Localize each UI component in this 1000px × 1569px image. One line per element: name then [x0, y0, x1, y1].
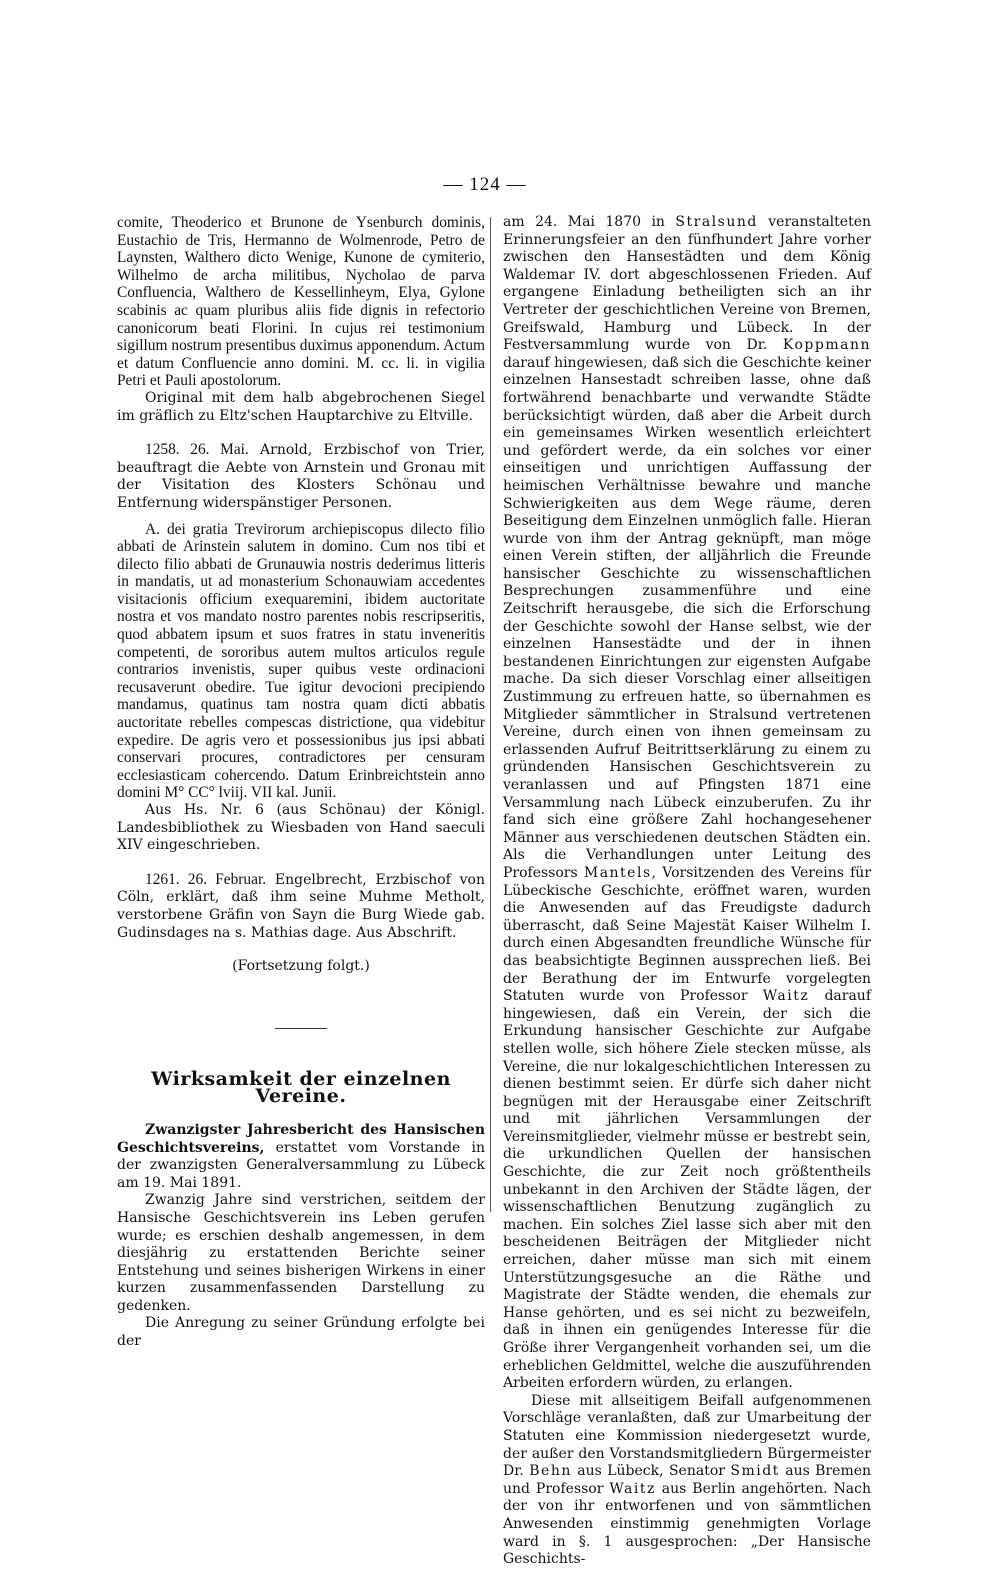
report-heading [117, 1122, 485, 1192]
entry-source-note: Aus Hs. Nr. 6 (aus Schönau) der Königl. Landesbibliothek zu Wiesbaden von Hand saeculi XIV eingeschrieben. [117, 802, 485, 854]
text-run: , Vorsitzenden des Vereins für Lübeckische Geschichte, eröffnet waren, wurden die Anwesenden auf das Freudigste dadurch überrascht, daß Seine Majestät Kaiser Wilhelm I. durch einen Abgesandten freundliche Wünsche für das beabsichtigte Beginnen aussprechen ließ. Bei der Berathung der im Entwurfe vorgelegten Statuten wurde von Professor [503, 864, 872, 1005]
body-paragraph [503, 214, 871, 1393]
entry-1261 [117, 871, 485, 942]
text-run: darauf hingewiesen, daß sich die Geschichte keiner einzelnen Hansestadt schreiben lasse, ohne daß fortwährend benachbarte und verwandte Städte berücksichtigt würden, daß aber die Arbeit durch ein gemeinsames Wirken wesentlich erleichtert und gefördert werde, da ein solches vor einer einseitigen und unrichtigen Auffassung der heimischen Verhältnisse bewahre und manche Schwierigkeiten aus dem Wege räume, deren Beseitigung dem Einzelnen unmöglich falle. Hieran wurde von ihm der Antrag geknüpft, man möge einen Verein stiften, der alljährlich die Freunde hansischer Geschichte zu wissenschaftlichen Besprechungen zusammenführe und eine Zeitschrift herausgebe, die sich die Erforschung der Geschichte sowohl der Hanse selbst, wie der einzelnen Hansestädte und der in ihnen bestandenen Einrichtungen zur eigensten Aufgabe mache. Da sich dieser Vorschlag einer allseitigen Zustimmung zu erfreuen hatte, so übernahmen es Mitglieder sämmtlicher in Stralsund vertretenen Vereine, durch einen von ihnen gemeinsam zu erlassenden Aufruf Beitrittserklärung zu einem zu gründenden Hansischen Geschichtsverein zu veranlassen und auf Pfingsten 1871 eine Versammlung nach Lübeck einzuberufen. Zu ihr fand sich eine größere Zahl hochangesehener Männer aus verschiedenen deutschen Städten ein. Als die Verhandlungen unter Leitung des Professors [503, 354, 871, 881]
person-name: Behn [529, 1463, 572, 1480]
left-column [117, 214, 485, 1351]
section-title: Wirksamkeit der einzelnen Vereine. [151, 1067, 451, 1108]
text-run: darauf hingewiesen, daß ein Verein, der sich die Erkundung hansischer Geschichte zur Aufgabe stellen wolle, sich höhere Ziele stecken müsse, als Vereine, die nur lokalgeschichtlichen Interessen zu dienen bestimmt seien. Er dürfe sich daher nicht begnügen mit der Herausgabe einer Zeitschrift und mit jährlichen Versammlungen der Vereinsmitglieder, vielmehr müsse er bestrebt sein, die urkundlichen Quellen der hansischen Geschichte, die zur Zeit noch größtentheils unbekannt in den Archiven der Städte lägen, der wissenschaftlichen Benutzung zugänglich zu machen. Ein solches Ziel lasse sich aber mit den bescheidenen Beiträgen der Mitglieder nicht erreichen, daher müsse man sich mit einem Unterstützungsgesuche an die Räthe und Magistrate der Städte wenden, die ehemals zur Hanse gehörten, und es sei nicht zu bezweifeln, daß in ihnen ein genügendes Interesse für die Größe ihrer Vergangenheit vorhanden sei, um die erheblichen Geldmittel, welche die auszuführenden Arbeiten erfordern würden, zu erlangen. [503, 988, 871, 1392]
text-run: aus Lübeck, Senator [571, 1463, 731, 1480]
text-run: aus Bremen und Professor [503, 1463, 872, 1497]
latin-charter-text: comite, Theoderico et Brunone de Ysenburch dominis, Eustachio de Tris, Hermanno de Wolmenrode, Petro de Laynsten, Walthero dicto Wenige, Kunone de cymiterio, Wilhelmo de archa militibus, Nycholao de parva Confluencia, Walthero de Kessellinheym, Elya, Gylone scabinis ac quam pluribus aliis fide dignis in refectorio canonicorum beati Florini. In cujus rei testimonium sigillum nostrum presentibus duximus apponendum. Actum et datum Confluencie anno domini. M. cc. li. in vigilia Petri et Pauli apostolorum. [117, 214, 485, 390]
person-name: Waitz [609, 1480, 656, 1497]
text-run: am 24. Mai 1870 in [503, 214, 676, 230]
body-paragraph [503, 1393, 871, 1569]
section-divider [275, 1028, 327, 1029]
report-title: Zwanzigster Jahresbericht des Hansischen Geschichtsvereins, [117, 1121, 485, 1156]
report-paragraph: Die Anregung zu seiner Gründung erfolgte bei der [117, 1315, 485, 1350]
person-name: Smidt [730, 1463, 780, 1480]
page-number: — 124 — [443, 174, 527, 195]
person-name: Waitz [762, 988, 810, 1005]
person-name: Koppmann [782, 337, 871, 354]
source-note: Original mit dem halb abgebrochenen Siegel im gräflich zu Eltz'schen Hauptarchive zu Eltville. [117, 389, 485, 424]
text-run: aus Berlin angehörten. Nach der von ihr entworfenen und von sämmtlichen Anwesenden einstimmig genehmigten Vorlage ward in §. 1 ausgesprochen: „Der Hansische Geschichts- [503, 1480, 871, 1568]
column-divider [490, 217, 491, 1212]
entry-1258 [117, 441, 485, 512]
entry-summary: Arnold, Erzbischof von Trier, beauftragt die Aebte von Arnstein und Gronau mit der Visitation des Klosters Schönau und Entfernung widerspänstiger Personen. [117, 442, 486, 511]
entry-summary: Engelbrecht, Erzbischof von Cöln, erklärt, daß ihm seine Muhme Metholt, verstorbene Gräfin von Sayn die Burg Wiede gab. Gudinsdages na s. Mathias dage. Aus Abschrift. [117, 871, 485, 941]
continuation-note: (Fortsetzung folgt.) [232, 958, 370, 975]
report-paragraph: Zwanzig Jahre sind verstrichen, seitdem der Hansische Geschichtsverein ins Leben gerufen wurde; es erschien deshalb angemessen, in dem diesjährig zu erstattenden Berichte seiner Entstehung und seines bisherigen Wirkens in einer kurzen zusammenfassenden Darstellung zu gedenken. [117, 1192, 485, 1314]
report-subtitle: erstattet vom Vorstande in der zwanzigsten Generalversammlung zu Lübeck am 19. Mai 1891. [117, 1139, 486, 1191]
text-run: veranstalteten Erinnerungsfeier an den fünfhundert Jahre vorher zwischen den Hansestädten und dem König Waldemar IV. dort abgeschlossenen Frieden. Auf ergangene Einladung betheiligten sich an ihr Vertreter der geschichtlichen Vereine von Bremen, Greifswald, Hamburg und Lübeck. In der Festversammlung wurde von Dr. [503, 214, 871, 354]
entry-date: 1261. 26. Februar. [145, 870, 267, 888]
entry-date: 1258. 26. Mai. [145, 441, 249, 459]
person-name: Mantels [583, 864, 652, 881]
right-column [503, 214, 871, 1569]
place-name: Stralsund [675, 214, 758, 230]
entry-latin-text: A. dei gratia Trevirorum archiepiscopus dilecto filio abbati de Arinstein salutem in domino. Cum nos tibi et dilecto filio abbati de Grunauwia nostris dederimus litteris in mandatis, ut ad monasterium Schonauwiam accedentes visitacionis officium exequaremini, ibidem auctoritate nostra et vos mandato nostro parentes nobis rescripseritis, quod abbatem ipsum et suos fratres in statu inveneritis competenti, de sororibus autem multos articulos regule contrarios invenistis, super quibus veste ordinacioni recusaverunt obedire. Tue igitur devocioni precipiendo mandamus, quatinus tam nostra quam dicti abbatis auctoritate rebelles compescas districtione, qua videbitur expedire. De agris vero et possessionibus jus ipsi abbati conservari procures, contradictores per censuram ecclesiasticam cohercendo. Datum Erinbreichtstein anno domini M° CC° lviij. VII kal. Junii. [117, 520, 485, 802]
text-run: Diese mit allseitigem Beifall aufgenommenen Vorschläge veranlaßten, daß zur Umarbeitung der Statuten eine Kommission niedergesetzt wurde, der außer den Vorstandsmitgliedern Bürgermeister Dr. [503, 1392, 871, 1480]
